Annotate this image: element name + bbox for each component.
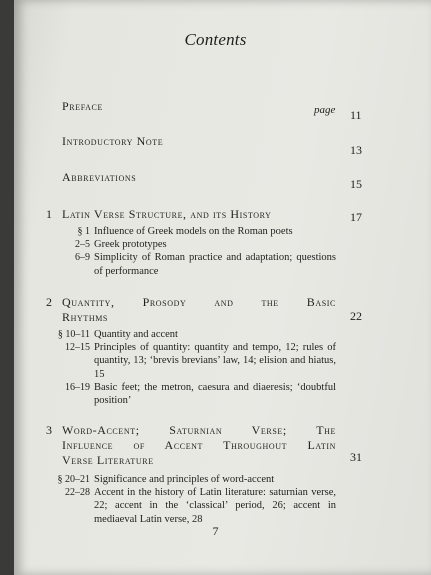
subsection-ref: § 1 (77, 226, 90, 237)
toc-entry-abbreviations[interactable]: Abbreviations (62, 170, 137, 184)
chapter-heading: Latin Verse Structure, and its History (62, 207, 272, 221)
toc-page-introductory-note: 13 (350, 143, 362, 157)
subsection-item (52, 381, 336, 407)
subsection-text: Quantity and accent (94, 329, 178, 340)
chapter-heading-line: Word-Accent; Saturnian Verse; The (62, 423, 336, 437)
chapter-2-page: 22 (350, 309, 362, 323)
subsection-ref: § 20–21 (57, 474, 90, 485)
subsection-text: Accent in the history of Latin literature: saturnian verse, 22; accent in the ‘classical’ period, 26; accent in mediaeval Latin verse, 28 (94, 487, 336, 525)
chapter-3-subsections (52, 473, 336, 526)
chapter-heading-line: Quantity, Prosody and the Basic (62, 295, 336, 309)
chapter-3[interactable] (46, 423, 336, 468)
subsection-item (52, 328, 336, 341)
page-column-label: page (314, 104, 336, 116)
toc-entry-preface[interactable]: Preface (62, 99, 103, 113)
subsection-text: Principles of quantity: quantity and tempo, 12; rules of quantity, 13; ‘brevis brevians’ law, 14; elision and hiatus, 15 (94, 342, 336, 380)
subsection-text: Influence of Greek models on the Roman poets (94, 226, 293, 237)
subsection-ref: 22–28 (65, 487, 90, 499)
subsection-item (52, 486, 336, 526)
chapter-number: 3 (46, 423, 52, 437)
subsection-item (52, 341, 336, 381)
chapter-number: 1 (46, 207, 52, 221)
chapter-2[interactable] (46, 295, 336, 325)
chapter-heading-line: Influence of Accent Throughout Latin (62, 438, 336, 452)
chapter-2-subsections (52, 328, 336, 407)
subsection-ref: 2–5 (75, 239, 90, 251)
subsection-ref: 12–15 (65, 342, 90, 354)
toc-entry-introductory-note[interactable]: Introductory Note (62, 134, 164, 148)
chapter-heading-line: Rhythms (62, 310, 108, 324)
subsection-text: Greek prototypes (94, 239, 167, 251)
page-title: Contents (184, 30, 247, 49)
toc-page-abbreviations: 15 (350, 177, 362, 191)
subsection-text: Basic feet; the metron, caesura and diaeresis; ‘doubtful position’ (94, 381, 336, 407)
subsection-text: Significance and principles of word-accent (94, 474, 275, 485)
subsection-item (52, 238, 336, 251)
subsection-ref: 16–19 (65, 381, 90, 393)
toc-page-preface: 11 (350, 108, 362, 122)
chapter-1[interactable] (46, 207, 336, 222)
subsection-ref: § 10–11 (57, 329, 90, 340)
chapter-1-subsections (52, 225, 336, 278)
chapter-number: 2 (46, 295, 52, 309)
page-number: 7 (212, 524, 219, 538)
chapter-1-page: 17 (350, 210, 362, 224)
subsection-text: Simplicity of Roman practice and adaptation; questions of performance (94, 252, 336, 277)
chapter-heading-line: Verse Literature (62, 453, 154, 467)
chapter-3-page: 31 (350, 450, 362, 464)
subsection-ref: 6–9 (75, 252, 90, 264)
subsection-item (52, 473, 336, 486)
subsection-item (52, 251, 336, 277)
subsection-item (52, 225, 336, 238)
